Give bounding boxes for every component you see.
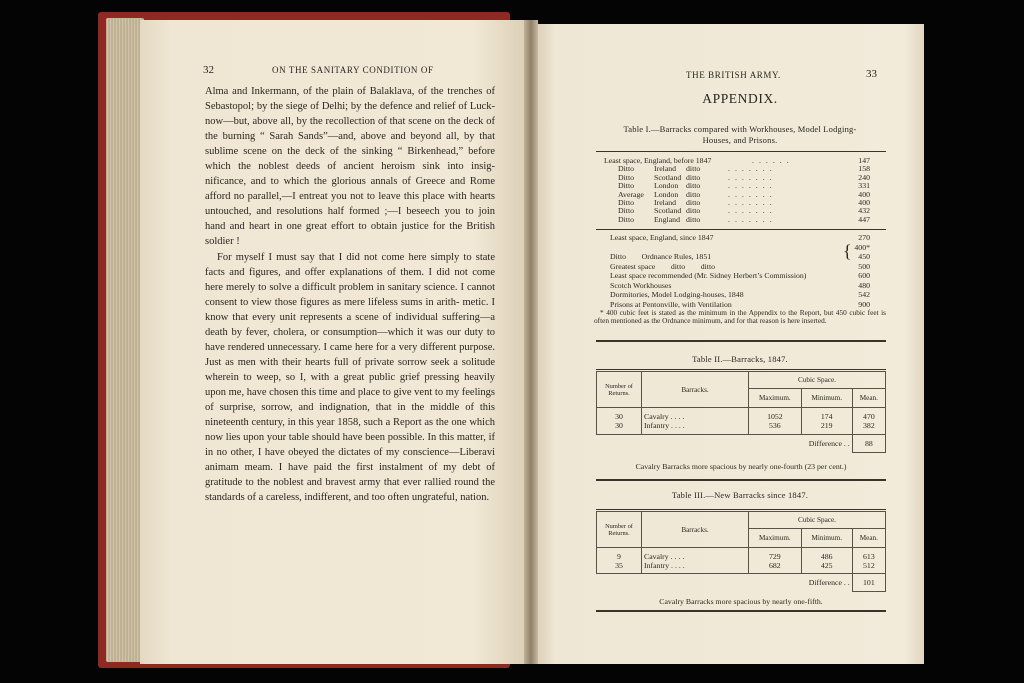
text-line: hand and heart in one great effort to obtain justice for the British — [205, 221, 495, 233]
row-ditto: ditto — [686, 214, 701, 224]
text-line: too often ungrateful, nation. — [371, 492, 490, 504]
table3-returns-cell — [597, 548, 642, 574]
table3-max-cell — [749, 548, 802, 574]
row-value: 240 — [858, 172, 870, 182]
row-label: Ditto — [618, 181, 635, 191]
table2-header-returns: Number of Returns. — [597, 372, 642, 408]
table-row — [610, 243, 870, 253]
leader-dots: ....... — [728, 181, 777, 191]
text-line: soldier ! — [205, 236, 240, 248]
row-label: Average — [618, 189, 644, 199]
table-cell: 486 — [820, 551, 833, 561]
table3-header-returns: Number of Returns. — [597, 512, 642, 548]
row-place: London — [654, 189, 679, 199]
table1-rule-mid — [596, 229, 886, 230]
leader-dots: ....... — [728, 164, 777, 174]
table2 — [596, 371, 886, 453]
row-label: Ditto Ordnance Rules, 1851 — [610, 252, 712, 261]
table1-block1 — [604, 157, 870, 224]
table2-caption: Cavalry Barracks more spacious by nearly one-fourth (23 per cent.) — [635, 462, 847, 471]
row-place: Scotland — [654, 172, 682, 182]
text-line: which the noblest deeds of ancient heroism sink into insig- — [205, 161, 495, 173]
table1-rule-bottom — [596, 340, 886, 342]
row-value: 447 — [858, 214, 870, 224]
table2-header-mean: Mean. — [852, 389, 885, 408]
leader-dots: ....... — [728, 214, 777, 224]
row-label: Ditto — [618, 206, 635, 216]
text-line: different purpose. Just as men with their hearts full of private — [205, 341, 496, 368]
leader-dots: ....... — [728, 197, 777, 207]
table1-title-line1: Table I.—Barracks compared with Workhouses, Model Lodging- — [623, 124, 857, 134]
table-row — [610, 281, 870, 291]
leader-dots: ...... — [752, 156, 794, 165]
table2-min-cell — [801, 408, 852, 435]
table3-header-cubic: Cubic Space. — [749, 512, 886, 529]
leader-dots: ....... — [728, 189, 777, 199]
text-line: our duty to have rendered unnecessary. I came here for a very — [205, 326, 495, 353]
table3-header-max: Maximum. — [749, 529, 802, 548]
row-label: Least space recommended (Mr. Sidney Herbert’s Commission) — [610, 271, 807, 280]
table2-header-cubic: Cubic Space. — [749, 372, 886, 389]
table2-rule-bottom — [596, 479, 886, 481]
row-label: Prisons at Pentonville, with Ventilation — [610, 299, 732, 309]
table3-header-barracks: Barracks. — [642, 512, 749, 548]
table3-rule-top — [596, 509, 886, 510]
table-row — [604, 216, 870, 224]
table3-mean-cell — [852, 548, 885, 574]
paragraph-2 — [205, 250, 495, 506]
text-line: Report as the one which now lies upon your table should have been — [205, 417, 495, 444]
table-cell: Infantry . . . . — [644, 421, 685, 430]
row-value: 400 — [858, 189, 870, 199]
text-line: give vent to my feelings of surprise, sorrow, and indignation, that in — [205, 386, 495, 413]
table-cell: 219 — [820, 421, 833, 430]
table-cell: 470 — [863, 412, 875, 421]
row-value: 450 — [858, 252, 870, 261]
row-label: Ditto — [618, 164, 635, 174]
table3-min-cell — [801, 548, 852, 574]
row-value: 147 — [858, 156, 870, 165]
row-ditto: ditto — [686, 164, 701, 174]
table2-barracks-cell — [642, 408, 749, 435]
table3-barracks-cell — [642, 548, 749, 574]
row-value: 600 — [858, 271, 870, 280]
table-cell: 35 — [615, 560, 623, 570]
row-place: Ireland — [654, 164, 677, 174]
table2-difference-label: Difference . . — [597, 435, 853, 453]
table-cell: Infantry . . . . — [644, 560, 685, 570]
text-line: Sebastopol; by the siege of Delhi; by the defence and relief of Luck- — [205, 101, 495, 113]
paragraph-1 — [205, 84, 495, 250]
book-gutter — [524, 20, 538, 664]
row-value: 331 — [858, 181, 870, 191]
table2-difference-value: 88 — [852, 435, 885, 453]
row-place: England — [654, 214, 680, 224]
table-cell: 382 — [863, 421, 875, 430]
row-label: Greatest space ditto ditto — [610, 261, 716, 271]
page-edges — [106, 18, 144, 662]
text-line: untouched, and resolutions half formed ;—I beseech you to join — [205, 206, 495, 218]
row-value: 500 — [858, 261, 870, 271]
leader-dots: ....... — [728, 206, 777, 216]
note-line: 450 cubic feet is often mentioned as the Ordnance minimum, and for that reason — [594, 308, 887, 326]
table3-caption: Cavalry Barracks more spacious by nearly one-fifth. — [659, 597, 823, 606]
row-label: Ditto — [618, 214, 635, 224]
table-cell: 30 — [615, 412, 623, 421]
note-line: is here inserted. — [780, 316, 827, 326]
text-line: nificance, and to which the glorious annals of Greece and Rome — [205, 176, 495, 188]
table2-title: Table II.—Barracks, 1847. — [692, 354, 788, 364]
table-row — [610, 271, 870, 281]
row-place: Ireland — [654, 197, 677, 207]
table-row — [610, 233, 870, 243]
table1-title — [590, 124, 890, 146]
text-line: metic. I know that every unit represents a scene of individual — [205, 296, 495, 323]
row-place: Scotland — [654, 206, 682, 216]
table3-header-min: Minimum. — [801, 529, 852, 548]
table-row — [610, 262, 870, 272]
leader-dots: ....... — [728, 172, 777, 182]
row-value: 900 — [858, 299, 870, 309]
right-running-head: THE BRITISH ARMY. — [686, 70, 781, 80]
table-cell: 425 — [820, 560, 833, 570]
text-line: instalment of my debt of gratitude to the noblest and bravest army — [205, 462, 496, 489]
table3 — [596, 511, 886, 592]
text-line: For myself I must say that I did not come here simply to state — [217, 251, 495, 263]
row-ditto: ditto — [686, 197, 701, 207]
left-page-number: 32 — [203, 64, 214, 76]
note-line: * 400 cubic feet is stated as the minimum in the Appendix to the Report, but — [600, 308, 834, 317]
table3-title: Table III.—New Barracks since 1847. — [671, 490, 809, 500]
appendix-heading: APPENDIX. — [702, 91, 778, 106]
table1-footnote — [594, 309, 886, 326]
row-value: 158 — [858, 164, 870, 174]
text-line: sorrow seek a solitude wherein to weep, so I, with a great public — [205, 356, 496, 383]
text-line: that ever rallied round the standards of a careless, indifferent, and — [205, 477, 496, 504]
table3-header-mean: Mean. — [852, 529, 885, 548]
table1-title-line2: Houses, and Prisons. — [702, 135, 778, 145]
table-cell: Cavalry . . . . — [644, 412, 685, 421]
table2-mean-cell — [852, 408, 885, 435]
text-line: here merely to solve a difficult problem in sanitary science. I — [205, 281, 465, 293]
row-ditto: ditto — [686, 206, 701, 216]
table3-difference-value: 101 — [852, 574, 885, 592]
table-row — [610, 252, 870, 262]
row-label: Least space, England, since 1847 — [610, 233, 714, 242]
row-ditto: ditto — [686, 189, 701, 199]
left-body-text — [205, 84, 495, 505]
row-value: 400* — [854, 242, 870, 252]
row-value: 270 — [858, 233, 870, 242]
row-label: Ditto — [618, 197, 635, 207]
table-cell: 682 — [769, 560, 781, 570]
table-row — [610, 290, 870, 300]
table-cell: 536 — [769, 421, 781, 430]
table1-block2 — [610, 233, 870, 309]
text-line: of the burning “ Sarah Sands”—and, above and beyond all, by that — [205, 116, 495, 143]
table-cell: 729 — [769, 551, 781, 561]
row-value: 400 — [858, 197, 870, 207]
table2-returns-cell — [597, 408, 642, 435]
table2-header-barracks: Barracks. — [642, 372, 749, 408]
text-line: sublime scene on the deck of the sinking “ Birkenhead,” before — [205, 146, 495, 158]
row-ditto: ditto — [686, 172, 701, 182]
row-value: 432 — [858, 206, 870, 216]
right-page-number: 33 — [866, 68, 877, 80]
table2-header-max: Maximum. — [749, 389, 802, 408]
text-line: possible. In this matter, if in no other, I have obeyed the dictates — [205, 432, 495, 459]
left-running-head: ON THE SANITARY CONDITION OF — [272, 65, 434, 75]
text-line: cannot consent to view those figures as mere lifeless sums in arith- — [205, 281, 495, 308]
row-label: Least space, England, before 1847 — [604, 156, 712, 165]
table-cell: 512 — [863, 560, 875, 570]
table-cell: 174 — [820, 412, 833, 421]
row-value: 480 — [858, 280, 870, 290]
text-line: afford no parallel,—I entreat you not to leave this place with hearts — [205, 191, 495, 203]
table3-rule-bottom — [596, 610, 886, 612]
table-cell: 1052 — [767, 412, 783, 421]
table1-rule-top — [596, 151, 886, 152]
text-line: now—but, above all, by the recollection of that scene on the deck — [205, 116, 484, 128]
text-line: of my conscience—Liberavi animam meam. I have paid the first — [205, 447, 496, 474]
text-line: the middle of this nineteenth century, in this year 1858, such a — [205, 401, 495, 429]
text-line: facts and figures, and offer explanations of them. I did not come — [205, 266, 495, 278]
brace-mark: { — [843, 241, 852, 261]
text-line: Alma and Inkermann, of the plain of Balaklava, of the trenches of — [205, 86, 495, 97]
table-cell: 613 — [863, 551, 875, 561]
row-label: Ditto — [618, 172, 635, 182]
row-label: Dormitories, Model Lodging-houses, 1848 — [610, 290, 744, 299]
table-cell: 30 — [615, 421, 623, 430]
row-ditto: ditto — [686, 181, 701, 191]
row-place: London — [654, 181, 679, 191]
table-cell: 9 — [617, 551, 621, 561]
table2-header-min: Minimum. — [801, 389, 852, 408]
table3-difference-label: Difference . . — [597, 574, 853, 592]
text-line: grief pressing heavily upon me, have chosen this time and place to — [205, 371, 496, 398]
table2-max-cell — [749, 408, 802, 435]
row-value: 542 — [858, 290, 870, 299]
table-cell: Cavalry . . . . — [644, 551, 685, 561]
table2-rule-top — [596, 369, 886, 370]
text-line: suffering—a death by fever, cholera, or consumption—which it was — [205, 311, 495, 338]
row-label: Scotch Workhouses — [610, 280, 672, 290]
